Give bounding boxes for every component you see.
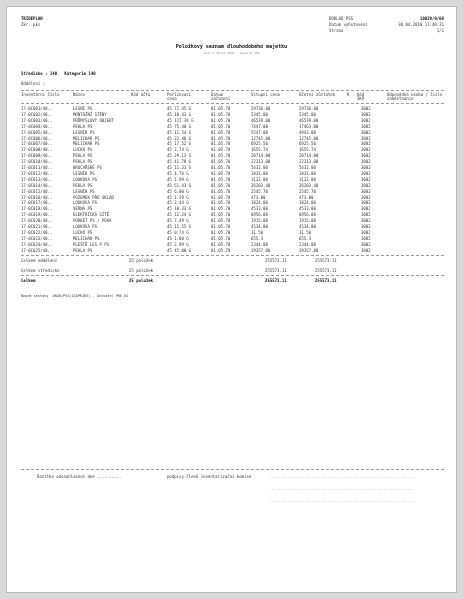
- cell-input-price: 46539.00: [251, 117, 271, 123]
- cell-inv-number: 17-0C024/40..: [21, 241, 53, 247]
- cell-cost: 45 51.43 G: [167, 182, 192, 188]
- summary-center-v2: 255573.11: [315, 268, 337, 273]
- cell-inv-number: 17-0C019/40..: [21, 212, 53, 218]
- cell-date: 01.05.70: [211, 117, 231, 123]
- signature-line-2a: ..............................: [269, 486, 342, 491]
- summary-dept-v2: 255573.11: [315, 258, 337, 263]
- cell-cost: 45 17.52 G: [167, 141, 192, 147]
- cell-cost: 45 41.78 G: [167, 159, 192, 165]
- cell-date: 01.05.70: [211, 111, 231, 117]
- cell-date: 01.05.70: [211, 129, 231, 135]
- cell-input-price: 4534.00: [251, 224, 268, 229]
- doc-number: 10029/0/08: [419, 16, 444, 21]
- cell-balance: 6956.00: [299, 212, 316, 218]
- cell-cost: 45 22.46 G: [167, 135, 192, 141]
- filter-line: Středisko : 140 Kategorie 140: [21, 71, 96, 76]
- cell-cost: 45 10.43 G: [167, 111, 192, 117]
- summary-total-v1: 255573.11: [265, 278, 287, 283]
- cell-inv-number: 17-0C008/40..: [21, 147, 53, 153]
- cell-cost: 45 29.13 G: [167, 153, 192, 159]
- cell-inv-number: 17-0C020/40..: [21, 218, 53, 224]
- cell-date: 01.05.70: [211, 141, 231, 147]
- cell-inv-number: 17-0C011/40..: [21, 165, 53, 170]
- cell-cost: 45 1.29 G: [167, 194, 189, 200]
- cell-balance: 29736.00: [299, 106, 319, 111]
- cell-skp-code: 3002: [361, 141, 371, 147]
- cell-balance: 6925.50: [299, 141, 316, 147]
- cell-skp-code: 3002: [361, 241, 371, 247]
- cell-skp-code: 3002: [361, 170, 371, 176]
- cell-cost: 45 10.33 G: [167, 206, 192, 212]
- cell-asset-name: PRŮMYSLOVÝ OBJEKT: [73, 117, 114, 123]
- cell-cost: 45 2.74 G: [167, 147, 189, 153]
- cell-input-price: 20714.00: [251, 153, 271, 159]
- col-k: K: [347, 92, 350, 97]
- cell-input-price: 7447.00: [251, 123, 268, 129]
- cell-asset-name: LESNÍ PS: [73, 106, 93, 111]
- cell-cost: 45 12.24 G: [167, 212, 192, 218]
- cell-balance: 17463.00: [299, 123, 319, 129]
- cell-cost: 45 11.55 G: [167, 224, 192, 229]
- cell-cost: 45 117.39 G: [167, 117, 194, 123]
- cell-asset-name: BRUČAŘSKÉ PS: [73, 165, 102, 170]
- cell-inv-number: 17-0C025/40..: [21, 247, 53, 253]
- report-title: Položkový seznam dlouhodobého majetku: [175, 44, 288, 50]
- col-skp: Kód SKP: [357, 92, 365, 101]
- footer-note: Nosné sestavy DRZ0/PSS(IZAPRINT) - Uživatel PRE_01: [21, 294, 129, 298]
- cell-input-price: 29736.00: [251, 106, 271, 111]
- report-subtitle: stav k 30.04.2010 — skupina 140: [203, 51, 260, 55]
- cell-input-price: 655.3: [251, 235, 264, 241]
- cell-asset-name: MELICHAR PS: [73, 141, 100, 147]
- cell-asset-name: LOUKOVA PS: [73, 224, 98, 229]
- cell-skp-code: 3002: [361, 111, 371, 117]
- cell-cost: 45 72.45 G: [167, 106, 192, 111]
- cell-balance: 1655.74: [299, 147, 316, 153]
- cell-date: 01.05.70: [211, 224, 231, 229]
- cell-asset-name: LOUKOVA PS: [73, 176, 98, 182]
- cell-asset-name: MONTÁŽNÍ STĚNY: [73, 111, 107, 117]
- cell-balance: 2344.00: [299, 241, 316, 247]
- col-input: Vstupní cena: [251, 92, 280, 97]
- cell-input-price: 5345.00: [251, 111, 268, 117]
- cell-date: 01.05.70: [211, 229, 231, 235]
- cell-input-price: 19357.00: [251, 247, 271, 253]
- cell-input-price: 1655.74: [251, 147, 268, 153]
- cell-balance: 2545.70: [299, 188, 316, 194]
- cell-skp-code: 3002: [361, 135, 371, 141]
- cell-balance: 1831.00: [299, 170, 316, 176]
- cell-date: 01.05.70: [211, 170, 231, 176]
- cell-asset-name: PEKLA PS: [73, 182, 93, 188]
- cell-input-price: 4533.00: [251, 206, 268, 212]
- cell-balance: 1132.00: [299, 176, 316, 182]
- summary-dept-count: 25 položek: [129, 258, 154, 263]
- cell-skp-code: 3002: [361, 153, 371, 159]
- cell-skp-code: 3002: [361, 218, 371, 224]
- doc-label: DOKLAD PSS: [329, 16, 354, 21]
- cell-date: 01.05.70: [211, 147, 231, 153]
- summary-dept-label: Celkem oddělení: [21, 258, 58, 263]
- cell-balance: 655.3: [299, 235, 312, 241]
- cell-inv-number: 17-0C021/40..: [21, 224, 53, 229]
- cell-skp-code: 3002: [361, 212, 371, 218]
- cell-input-price: 1831.00: [251, 170, 268, 176]
- cell-inv-number: 17-0C012/40..: [21, 170, 53, 176]
- cell-asset-name: PEKLA PS: [73, 123, 93, 129]
- cell-balance: 4534.00: [299, 224, 316, 229]
- cell-asset-name: VERNA PS: [73, 206, 93, 212]
- cell-inv-number: 17-0C014/40..: [21, 182, 53, 188]
- cell-date: 01.05.70: [211, 200, 231, 206]
- cell-cost: 45 2.44 G: [167, 200, 189, 206]
- cell-skp-code: 3002: [361, 235, 371, 241]
- cell-asset-name: PLEŠTĚ LES P PS: [73, 241, 110, 247]
- cell-skp-code: 3002: [361, 229, 371, 235]
- cell-date: 01.05.70: [211, 106, 231, 111]
- cell-cost: 45 7.49 G: [167, 218, 189, 224]
- cell-input-price: 22313.00: [251, 159, 271, 165]
- col-date: Datum zařazení: [211, 92, 231, 101]
- cell-asset-name: POZEMEK PRO SKLAD: [73, 194, 114, 200]
- cell-inv-number: 17-0C009/40..: [21, 153, 53, 159]
- summary-total-count: 25 položek: [129, 278, 154, 283]
- cell-date: 01.05.70: [211, 235, 231, 241]
- cell-skp-code: 3002: [361, 147, 371, 153]
- table-end-rule: [21, 255, 444, 256]
- summary-center-count: 25 položek: [129, 268, 154, 273]
- document-page: [6, 6, 457, 593]
- cell-balance: 4533.00: [299, 206, 316, 212]
- col-cost: Pořizovací cena: [167, 92, 192, 101]
- cell-inv-number: 17-0C005/40..: [21, 129, 53, 135]
- signature-committee: podpisy členů inventarizační komise: [167, 474, 252, 479]
- total-rule: [21, 275, 444, 276]
- cell-skp-code: 3002: [361, 159, 371, 165]
- group-label: Oddělení :: [21, 81, 46, 86]
- cell-input-price: 1132.00: [251, 176, 268, 182]
- cell-inv-number: 17-0C018/40..: [21, 206, 53, 212]
- cell-skp-code: 3002: [361, 106, 371, 111]
- cell-inv-number: 17-0C016/40..: [21, 194, 53, 200]
- cell-input-price: 6925.50: [251, 141, 268, 147]
- cell-balance: 4943.00: [299, 129, 316, 135]
- cell-asset-name: PORKET PS / POUA: [73, 218, 112, 224]
- signature-line-1a: ..............................: [269, 474, 342, 479]
- company-code: Zkr. pks: [21, 22, 41, 27]
- cell-skp-code: 3002: [361, 176, 371, 182]
- cell-inv-number: 17-0C006/40..: [21, 135, 53, 141]
- cell-cost: 45 2.99 G: [167, 241, 189, 247]
- cell-date: 01.05.70: [211, 165, 231, 170]
- cell-inv-number: 17-0C015/40..: [21, 188, 53, 194]
- cell-date: 01.05.70: [211, 247, 231, 253]
- cell-inv-number: 17-0C023/40..: [21, 235, 53, 241]
- cell-input-price: 12745.00: [251, 135, 271, 141]
- cell-date: 01.05.70: [211, 206, 231, 212]
- cell-cost: 45 75.40 G: [167, 123, 192, 129]
- summary-center-label: Celkem středisko: [21, 268, 60, 273]
- cell-balance: 46539.00: [299, 117, 319, 123]
- cell-date: 01.05.70: [211, 153, 231, 159]
- cell-cost: 45 0.74 G: [167, 229, 189, 235]
- company-name: TRIDEPLAN: [21, 16, 43, 21]
- cell-balance: 19357.00: [299, 247, 319, 253]
- cell-skp-code: 3002: [361, 165, 371, 170]
- cell-date: 01.05.70: [211, 159, 231, 165]
- cell-skp-code: 3002: [361, 194, 371, 200]
- date-label: Datum vyhotovení: [329, 22, 368, 27]
- cell-input-price: 2545.70: [251, 188, 268, 194]
- cell-date: 01.05.70: [211, 188, 231, 194]
- cell-skp-code: 3002: [361, 123, 371, 129]
- cell-asset-name: LESNÍK PS: [73, 129, 95, 135]
- cell-skp-code: 3002: [361, 182, 371, 188]
- cell-balance: 5432.00: [299, 165, 316, 170]
- summary-total-label: Celkem: [21, 278, 36, 283]
- signature-rule: [21, 469, 444, 470]
- cell-cost: 45 6.00 G: [167, 188, 189, 194]
- cell-date: 01.05.70: [211, 176, 231, 182]
- summary-dept-v1: 255573.11: [265, 258, 287, 263]
- cell-cost: 45 4.76 G: [167, 170, 189, 176]
- cell-input-price: 1024.00: [251, 200, 268, 206]
- cell-asset-name: PEKLA PS: [73, 159, 93, 165]
- cell-asset-name: LUCKO PS: [73, 229, 93, 235]
- cell-skp-code: 3002: [361, 224, 371, 229]
- cell-inv-number: 17-0C004/40..: [21, 123, 53, 129]
- cell-asset-name: LESNÍK PS: [73, 188, 95, 194]
- cell-inv-number: 17-0C007/40..: [21, 141, 53, 147]
- signature-line-3b: ..............................: [342, 498, 415, 503]
- col-inv: Inventární číslo: [21, 92, 60, 97]
- cell-input-price: 26203.40: [251, 182, 271, 188]
- col-person: Odpovědná osoba / číslo zaměstnance: [387, 92, 443, 101]
- cell-skp-code: 3002: [361, 206, 371, 212]
- cell-date: 01.05.70: [211, 135, 231, 141]
- cell-input-price: 5432.00: [251, 165, 268, 170]
- page-number: 1/1: [436, 28, 444, 33]
- cell-asset-name: MELICHAR PS: [73, 235, 100, 241]
- cell-skp-code: 3002: [361, 247, 371, 253]
- signature-line-1b: ..............................: [342, 474, 415, 479]
- cell-balance: 473.00: [299, 194, 314, 200]
- cell-balance: 22313.00: [299, 159, 319, 165]
- cell-input-price: 473.00: [251, 194, 266, 200]
- cell-inv-number: 17-0C002/40..: [21, 111, 53, 117]
- header-rule-top: [21, 90, 444, 91]
- cell-skp-code: 3002: [361, 129, 371, 135]
- cell-date: 01.05.70: [211, 218, 231, 224]
- cell-asset-name: LESNÍK PS: [73, 170, 95, 176]
- cell-date: 01.05.70: [211, 241, 231, 247]
- cell-date: 01.05.70: [211, 194, 231, 200]
- cell-inv-number: 17-0C003/40..: [21, 117, 53, 123]
- cell-cost: 45 11.54 G: [167, 129, 192, 135]
- cell-skp-code: 3002: [361, 117, 371, 123]
- cell-skp-code: 3002: [361, 200, 371, 206]
- cell-balance: 20714.00: [299, 153, 319, 159]
- cell-cost: 45 45.00 G: [167, 247, 192, 253]
- cell-asset-name: LUCKO PS: [73, 147, 93, 153]
- print-date: 30.04.2010 11:48:31: [398, 22, 444, 27]
- col-name: Název: [73, 92, 86, 97]
- cell-asset-name: PEKLA PS: [73, 247, 93, 253]
- cell-balance: 1915.00: [299, 218, 316, 224]
- header-rule-bottom: [21, 103, 444, 104]
- cell-date: 01.05.70: [211, 182, 231, 188]
- cell-input-price: 31.50: [251, 229, 264, 235]
- cell-asset-name: PEKLA PS: [73, 153, 93, 159]
- cell-inv-number: 17-0C001/40..: [21, 106, 53, 111]
- cell-date: 01.05.70: [211, 123, 231, 129]
- cell-inv-number: 17-0C013/40..: [21, 176, 53, 182]
- cell-input-price: 6956.00: [251, 212, 268, 218]
- col-balance: Účetní zůstatek: [299, 92, 336, 97]
- cell-cost: 45 1.99 G: [167, 176, 189, 182]
- summary-total-v2: 255573.11: [315, 278, 337, 283]
- cell-cost: 45 11.33 G: [167, 165, 192, 170]
- cell-inv-number: 17-0C022/40..: [21, 229, 53, 235]
- cell-inv-number: 17-0C017/40..: [21, 200, 53, 206]
- page-label: Strana: [329, 28, 344, 33]
- cell-date: 01.05.70: [211, 212, 231, 218]
- signature-line-3a: ..............................: [269, 498, 342, 503]
- cell-inv-number: 17-0C010/40..: [21, 159, 53, 165]
- cell-balance: 1024.00: [299, 200, 316, 206]
- cell-asset-name: LOUKOVA PS: [73, 200, 98, 206]
- cell-balance: 12745.00: [299, 135, 319, 141]
- cell-asset-name: ELEKTRICKÁ SÍTĚ: [73, 212, 110, 218]
- cell-asset-name: MELICHAR PS: [73, 135, 100, 141]
- summary-center-v1: 255573.11: [265, 268, 287, 273]
- cell-input-price: 1915.00: [251, 218, 268, 224]
- cell-skp-code: 3002: [361, 188, 371, 194]
- signature-date: Razítko odsouhlasení dne ..........: [37, 474, 122, 479]
- signature-line-2b: ..............................: [342, 486, 415, 491]
- cell-balance: 26203.40: [299, 182, 319, 188]
- cell-input-price: 5547.00: [251, 129, 268, 135]
- cell-cost: 45 1.00 G: [167, 235, 189, 241]
- cell-balance: 5345.00: [299, 111, 316, 117]
- col-account: Kód účtu: [131, 92, 151, 97]
- cell-balance: 31.50: [299, 229, 312, 235]
- cell-input-price: 2344.00: [251, 241, 268, 247]
